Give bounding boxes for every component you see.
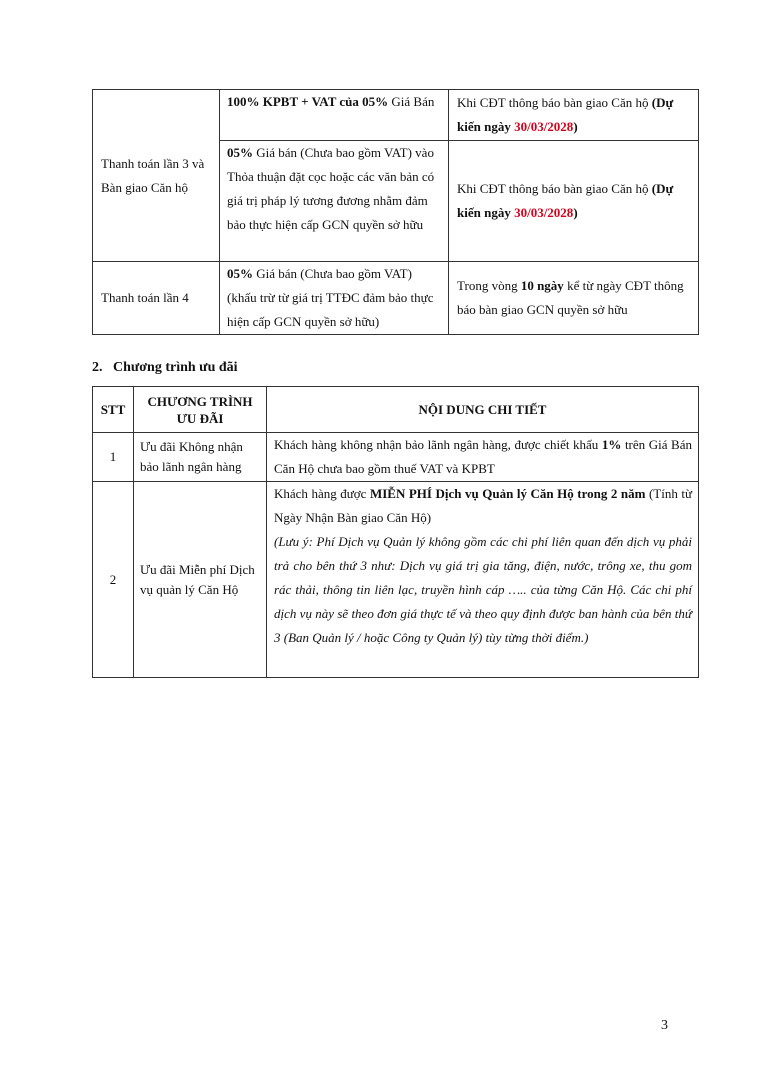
table-row bbox=[93, 433, 699, 482]
handover-date: 30/03/2028 bbox=[514, 119, 574, 134]
table-row bbox=[93, 262, 699, 335]
header-detail: NỘI DUNG CHI TIẾT bbox=[267, 387, 699, 433]
amount-cell: 05% Giá bán (Chưa bao gồm VAT) (khấu trừ từ giá trị TTĐC đảm bảo thực hiện cấp GCN quyền sở hữu) bbox=[220, 262, 449, 335]
header-program: CHƯƠNG TRÌNH ƯU ĐÃI bbox=[134, 387, 267, 433]
handover-date: 30/03/2028 bbox=[514, 205, 574, 220]
stage-cell: Thanh toán lần 3 và Bàn giao Căn hộ bbox=[93, 90, 220, 262]
program-cell: Ưu đãi Không nhận bảo lãnh ngân hàng bbox=[134, 433, 267, 482]
table-row bbox=[93, 90, 699, 141]
table-header-row bbox=[93, 387, 699, 433]
detail-cell: Khách hàng được MIỄN PHÍ Dịch vụ Quản lý Căn Hộ trong 2 năm (Tính từ Ngày Nhận Bàn giao Căn Hộ) (Lưu ý: Phí Dịch vụ Quản lý không gồm các chi phí liên quan đến dịch vụ phải trả cho bên thứ 3 như: Dịch vụ giá trị gia tăng, điện, nước, trông xe, thu gom rác thải, thông tin liên lạc, truyền hình cáp ….. của từng Căn Hộ. Các chi phí dịch vụ này sẽ theo đơn giá thực tế và theo quy định được ban hành của bên thứ 3 (Ban Quản lý / hoặc Công ty Quản lý) tùy từng thời điểm.) bbox=[267, 482, 699, 678]
program-cell: Ưu đãi Miễn phí Dịch vụ quản lý Căn Hộ bbox=[134, 482, 267, 678]
section-title: Chương trình ưu đãi bbox=[113, 360, 238, 375]
detail-note: (Lưu ý: Phí Dịch vụ Quản lý không gồm các chi phí liên quan đến dịch vụ phải trả cho bên thứ 3 như: Dịch vụ giá trị gia tăng, điện, nước, trông xe, thu gom rác thải, thông tin liên lạc, truyền hình cáp ….. của từng Căn Hộ. Các chi phí dịch vụ này sẽ theo đơn giá thực tế và theo quy định được ban hành của bên thứ 3 (Ban Quản lý / hoặc Công ty Quản lý) tùy từng thời điểm.) bbox=[274, 534, 692, 645]
payment-schedule-table bbox=[92, 89, 699, 335]
timing-cell: Khi CĐT thông báo bàn giao Căn hộ (Dự kiến ngày 30/03/2028) bbox=[449, 141, 699, 262]
page-number: 3 bbox=[661, 1018, 668, 1033]
section-heading bbox=[92, 360, 238, 376]
stt-cell: 1 bbox=[93, 433, 134, 482]
promotion-table bbox=[92, 386, 699, 678]
detail-cell: Khách hàng không nhận bảo lãnh ngân hàng, được chiết khấu 1% trên Giá Bán Căn Hộ chưa bao gồm thuế VAT và KPBT bbox=[267, 433, 699, 482]
header-stt: STT bbox=[93, 387, 134, 433]
section-number: 2. bbox=[92, 360, 103, 375]
timing-cell: Khi CĐT thông báo bàn giao Căn hộ (Dự kiến ngày 30/03/2028) bbox=[449, 90, 699, 141]
amount-cell: 100% KPBT + VAT của 05% Giá Bán bbox=[220, 90, 449, 141]
amount-cell: 05% Giá bán (Chưa bao gồm VAT) vào Thỏa thuận đặt cọc hoặc các văn bản có giá trị pháp lý tương đương nhằm đảm bảo thực hiện cấp GCN quyền sở hữu bbox=[220, 141, 449, 262]
table-row bbox=[93, 482, 699, 678]
timing-cell: Trong vòng 10 ngày kể từ ngày CĐT thông báo bàn giao GCN quyền sở hữu bbox=[449, 262, 699, 335]
stt-cell: 2 bbox=[93, 482, 134, 678]
stage-cell: Thanh toán lần 4 bbox=[93, 262, 220, 335]
